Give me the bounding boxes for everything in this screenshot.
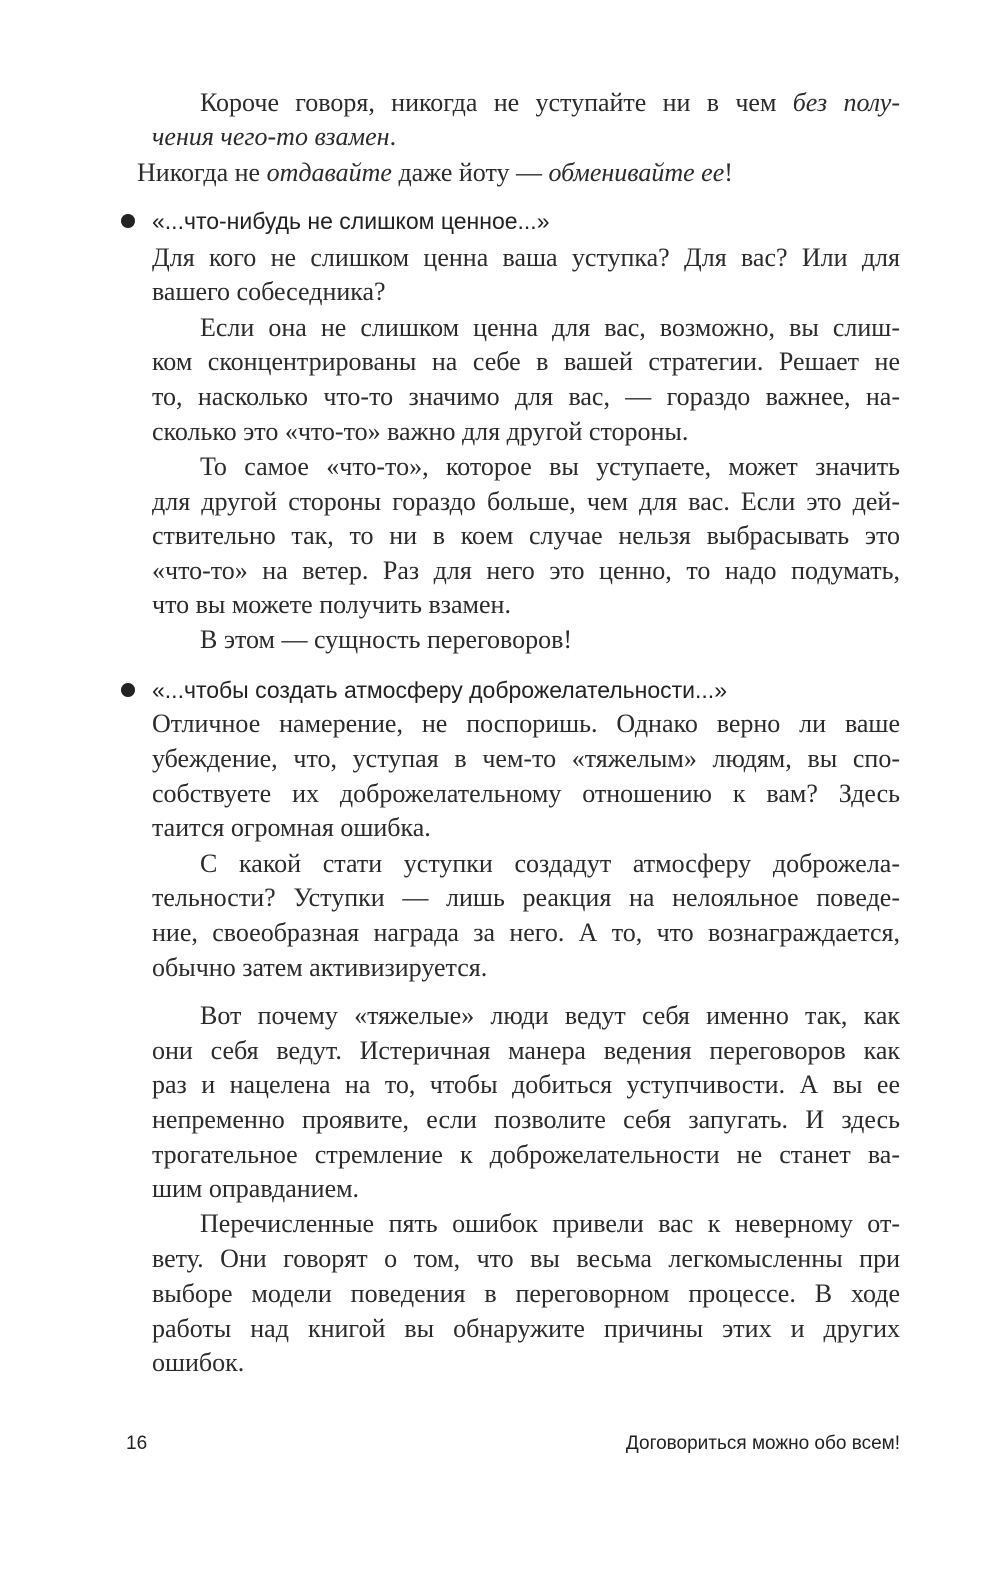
text-segment: трогательное стремление к доброжелательности не станет ва- — [152, 1140, 900, 1169]
bullet-icon — [121, 683, 135, 697]
text-segment: они себя ведут. Истеричная манера ведения переговоров как — [152, 1036, 900, 1065]
text-line — [200, 450, 900, 484]
page-number: 16 — [126, 1433, 148, 1454]
text-segment: В этом — сущность переговоров! — [200, 625, 573, 654]
text-line — [152, 1346, 900, 1380]
text-segment: вашего собеседника? — [152, 277, 386, 306]
text-line — [152, 120, 900, 154]
text-segment: что вы можете получить взамен. — [152, 590, 511, 619]
text-segment: раз и нацелена на то, чтобы добиться уступчивости. А вы ее — [152, 1070, 900, 1099]
italic-text: без полу- — [792, 88, 900, 117]
text-segment: вету. Они говорят о том, что вы весьма легкомысленны при — [152, 1244, 900, 1273]
text-line — [152, 345, 900, 379]
text-line — [152, 1242, 900, 1276]
text-line — [152, 1068, 900, 1102]
text-segment: Вот почему «тяжелые» люди ведут себя именно так, как — [200, 1001, 900, 1030]
text-segment: то, насколько что-то значимо для вас, — гораздо важнее, на- — [152, 382, 900, 411]
text-segment: Отличное намерение, не поспоришь. Однако верно ли ваше — [152, 709, 900, 738]
text-segment: работы над книгой вы обнаружите причины этих и других — [152, 1314, 900, 1343]
text-segment: собствуете их доброжелательному отношению к вам? Здесь — [152, 779, 900, 808]
text-segment: шим оправданием. — [152, 1174, 360, 1203]
text-segment: . — [389, 122, 397, 151]
text-segment: таится огромная ошибка. — [152, 813, 431, 842]
text-segment: даже йоту — — [391, 158, 549, 187]
text-segment: То самое «что-то», которое вы уступаете, может значить — [200, 452, 900, 481]
text-segment: Перечисленные пять ошибок привели вас к неверному от- — [200, 1209, 900, 1238]
text-segment: сколько это «что-то» важно для другой стороны. — [152, 417, 689, 446]
text-line — [200, 311, 900, 345]
text-line — [152, 916, 900, 950]
text-line — [152, 415, 900, 449]
text-line — [200, 999, 900, 1033]
text-line — [152, 742, 900, 776]
text-segment: Для кого не слишком ценна ваша уступка? Для вас? Или для — [152, 243, 900, 272]
text-line — [152, 811, 900, 845]
text-segment: непременно проявите, если позволите себя запугать. И здесь — [152, 1105, 900, 1134]
text-segment: тельности? Уступки — лишь реакция на нелояльное поведе- — [152, 883, 900, 912]
italic-text: обменивайте ее — [548, 158, 725, 187]
text-line — [152, 1034, 900, 1068]
text-line — [152, 519, 900, 553]
text-line — [152, 485, 900, 519]
text-line — [152, 707, 900, 741]
text-line — [152, 1277, 900, 1311]
text-segment: Короче говоря, никогда не уступайте ни в чем — [200, 88, 793, 117]
text-line — [200, 1207, 900, 1241]
text-segment: ние, своеобразная награда за него. А то, что вознаграждается, — [152, 918, 900, 947]
text-line — [137, 156, 900, 190]
text-segment: С какой стати уступки создадут атмосферу доброжела- — [200, 849, 900, 878]
text-line — [152, 1138, 900, 1172]
bullet-icon — [121, 214, 135, 228]
text-line — [152, 241, 900, 275]
text-segment: убеждение, что, уступая в чем-то «тяжелым» людям, вы спо- — [152, 744, 900, 773]
text-line — [152, 951, 900, 985]
text-line — [200, 86, 900, 120]
text-segment: Если она не слишком ценна для вас, возможно, вы слиш- — [200, 313, 900, 342]
text-line — [152, 380, 900, 414]
text-segment: ком сконцентрированы на себе в вашей стратегии. Решает не — [152, 347, 900, 376]
text-line — [152, 881, 900, 915]
text-segment: для другой стороны гораздо больше, чем для вас. Если это дей- — [152, 487, 900, 516]
text-line — [200, 623, 900, 657]
text-segment: выборе модели поведения в переговорном процессе. В ходе — [152, 1279, 900, 1308]
bullet-heading: «...что-нибудь не слишком ценное...» — [152, 208, 550, 234]
text-segment: ошибок. — [152, 1348, 245, 1377]
italic-text: отдавайте — [266, 158, 392, 187]
italic-text: чения чего-то взамен — [152, 122, 390, 151]
bullet-heading: «...чтобы создать атмосферу доброжелательности...» — [152, 677, 727, 703]
text-segment: ! — [724, 158, 733, 187]
text-segment: ствительно так, то ни в коем случае нельзя выбрасывать это — [152, 521, 900, 550]
text-line — [152, 777, 900, 811]
text-line — [152, 1103, 900, 1137]
running-footer-title: Договориться можно обо всем! — [625, 1433, 900, 1454]
text-segment: обычно затем активизируется. — [152, 953, 488, 982]
text-line — [152, 275, 900, 309]
text-line — [200, 847, 900, 881]
text-line — [152, 588, 900, 622]
text-line — [152, 554, 900, 588]
text-segment: «что-то» на ветер. Раз для него это ценно, то надо подумать, — [152, 556, 900, 585]
text-line — [152, 1172, 900, 1206]
text-line — [152, 1312, 900, 1346]
text-segment: Никогда не — [137, 158, 267, 187]
